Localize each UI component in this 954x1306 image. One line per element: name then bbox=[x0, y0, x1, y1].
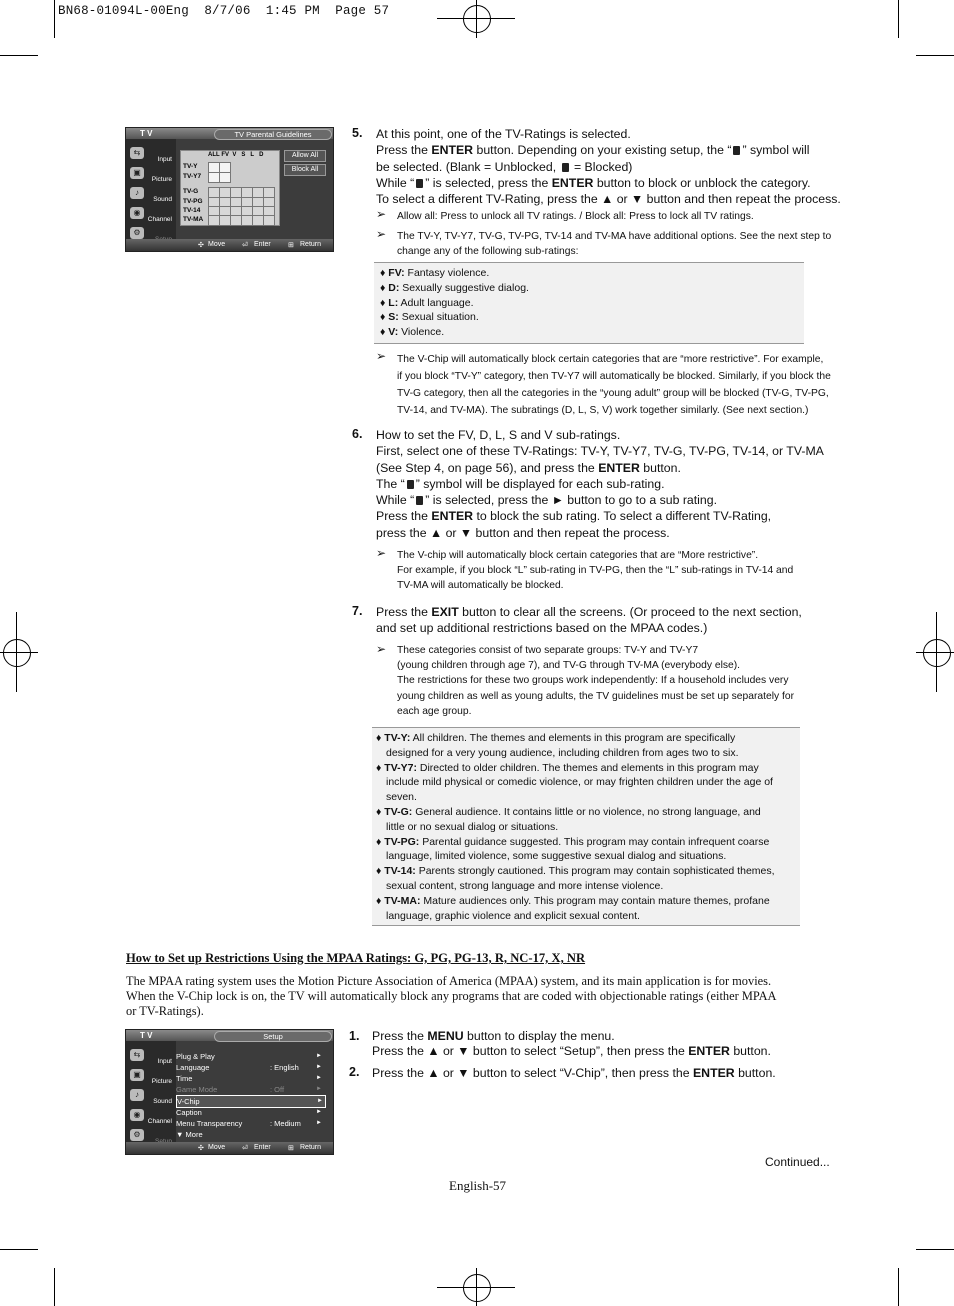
osd-sidebar bbox=[126, 1041, 176, 1142]
osd-bottom-bar: ✣ Move ⏎ Enter ⊞ Return bbox=[126, 1142, 333, 1154]
menu-item-more[interactable]: ▼ More bbox=[176, 1130, 203, 1139]
note-arrow-icon: ➢ bbox=[376, 546, 387, 560]
page-number: English-57 bbox=[449, 1178, 507, 1193]
menu-item-game-mode[interactable]: Game Mode : Off ► bbox=[176, 1085, 322, 1094]
move-icon: ✣ bbox=[198, 1145, 204, 1152]
lock-icon bbox=[416, 496, 423, 505]
picture-icon: ▣ bbox=[130, 167, 144, 179]
osd-side-sound[interactable]: ♪ Sound bbox=[128, 1087, 174, 1106]
rating-row-label: TV-PG bbox=[183, 198, 203, 205]
setup-icon: ⚙ bbox=[130, 1129, 144, 1141]
rating-grid-header: ALL FV V S L D bbox=[208, 152, 264, 158]
registration-mark-icon bbox=[463, 5, 491, 33]
step-number: 5. bbox=[352, 126, 363, 140]
osd-side-channel[interactable]: ◉ Channel bbox=[128, 205, 174, 224]
arrow-right-icon: ► bbox=[316, 1053, 322, 1059]
menu-item-caption[interactable]: Caption ► bbox=[176, 1108, 322, 1117]
sound-icon: ♪ bbox=[130, 1089, 144, 1101]
lock-icon bbox=[416, 179, 423, 188]
allow-all-button[interactable]: Allow All bbox=[284, 150, 326, 162]
return-icon: ⊞ bbox=[288, 242, 294, 249]
registration-line bbox=[476, 1268, 477, 1306]
channel-icon: ◉ bbox=[130, 207, 144, 219]
crop-mark bbox=[916, 55, 954, 56]
crop-mark bbox=[0, 55, 38, 56]
lock-icon bbox=[733, 146, 740, 155]
menu-item-v-chip[interactable]: V-Chip ► bbox=[176, 1095, 326, 1108]
move-icon: ✣ bbox=[198, 242, 204, 249]
sub-rating-box bbox=[374, 262, 804, 344]
menu-item-plug-play[interactable]: Plug & Play ► bbox=[176, 1052, 322, 1061]
osd-side-sound[interactable]: ♪ Sound bbox=[128, 185, 174, 204]
block-all-button[interactable]: Block All bbox=[284, 164, 326, 176]
mpaa-step-1-text: Press the MENU button to display the menu. Press the ▲ or ▼ button to select “Setup”, then press the ENTER button. bbox=[372, 1029, 771, 1058]
osd-parental-guidelines bbox=[125, 127, 334, 252]
crop-mark bbox=[898, 0, 899, 38]
crop-mark bbox=[916, 1249, 954, 1250]
input-icon: ⇆ bbox=[130, 147, 144, 159]
osd-side-channel[interactable]: ◉ Channel bbox=[128, 1107, 174, 1126]
channel-icon: ◉ bbox=[130, 1109, 144, 1121]
registration-mark-icon bbox=[463, 1274, 491, 1302]
step-number: 7. bbox=[352, 604, 363, 618]
step-number: 1. bbox=[349, 1029, 360, 1043]
rating-row-label: TV-MA bbox=[183, 216, 204, 223]
arrow-right-icon: ► bbox=[317, 1098, 323, 1104]
note-text: These categories consist of two separate groups: TV-Y and TV-Y7 (young children through age 7), and TV-G through TV-MA (everybody else). The restrictions for these two groups work independently: If a household includes very young children as well as young adults, the TV guidelines must be set up separately for each age group. bbox=[397, 645, 795, 717]
registration-line bbox=[0, 652, 38, 653]
crop-mark bbox=[0, 1249, 38, 1250]
step-number: 2. bbox=[349, 1065, 360, 1079]
rating-cell[interactable] bbox=[219, 172, 231, 183]
crop-mark bbox=[898, 1268, 899, 1306]
note-arrow-icon: ➢ bbox=[376, 642, 387, 656]
osd-tv-label: T V bbox=[140, 129, 153, 138]
print-header: BN68-01094L-00Eng 8/7/06 1:45 PM Page 57 bbox=[58, 4, 390, 18]
note-text: The V-chip will automatically block certain categories that are “More restrictive”. For example, if you block “L” sub-rating in TV-PG, then the “L” sub-ratings in TV-14 and TV-MA will automatically be blocked. bbox=[397, 550, 794, 592]
registration-line bbox=[916, 652, 954, 653]
registration-mark-icon bbox=[3, 639, 31, 667]
section-paragraph: The MPAA rating system uses the Motion Picture Association of America (MPAA) system, and its main application is for movies. When the V-Chip lock is on, the TV will automatically block any programs that are coded with objectionable ratings (either MPAA or TV-Ratings). bbox=[126, 974, 777, 1018]
rating-cell[interactable] bbox=[263, 215, 275, 226]
osd-title: TV Parental Guidelines bbox=[214, 129, 332, 140]
rating-row-label: TV-14 bbox=[183, 207, 201, 214]
enter-icon: ⏎ bbox=[242, 1145, 248, 1152]
menu-item-time[interactable]: Time ► bbox=[176, 1074, 322, 1083]
arrow-right-icon: ► bbox=[316, 1086, 322, 1092]
arrow-right-icon: ► bbox=[316, 1120, 322, 1126]
step-number: 6. bbox=[352, 427, 363, 441]
note-text: The TV-Y, TV-Y7, TV-G, TV-PG, TV-14 and TV-MA have additional options. See the next step to change any of the following sub-ratings: bbox=[397, 231, 832, 258]
osd-sidebar bbox=[126, 139, 176, 239]
step-6-text: How to set the FV, D, L, S and V sub-ratings. First, select one of these TV-Ratings: TV-Y, TV-Y7, TV-G, TV-PG, TV-14, or TV-MA (See Step 4, on page 56), and press the ENTER button. The “ ” symbol will be displayed for each sub-rating. While “ ” is selected, press the ► button to go to a sub rating. Press the ENTER to block the sub rating. To select a different TV-Rating, press the ▲ or ▼ button and then repeat the process. bbox=[376, 428, 824, 540]
osd-tv-label: T V bbox=[140, 1031, 153, 1040]
picture-icon: ▣ bbox=[130, 1069, 144, 1081]
return-icon: ⊞ bbox=[288, 1145, 294, 1152]
rating-definitions-list: ♦ TV-Y: All children. The themes and elements in this program are specifically designed for a very young audience, including children from ages two to six. ♦ TV-Y7: Directed to older children. The themes and elements in this program may include mild physical or comedic violence, or may frighten children under the age of seven. ♦ TV-G: General audience. It contains little or no violence, no strong language, and little or no sexual dialog or situations. ♦ TV-PG: Parental guidance suggested. This program may contain infrequent coarse language, limited violence, some suggestive sexual dialog and situations. ♦ TV-14: Parents strongly cautioned. This program may contain sophisticated themes, sexual content, strong language and more intense violence. ♦ TV-MA: Mature audiences only. This program may contain mature themes, profane language, graphic violence and explicit sexual content. bbox=[376, 732, 775, 922]
crop-mark bbox=[54, 1268, 55, 1306]
step-5-text: At this point, one of the TV-Ratings is selected. Press the ENTER button. Depending on your existing setup, the “ ” symbol will be selected. (Blank = Unblocked, = Blocked) While “ ” is selected, press the ENTER button to block or unblock the category. To select a different TV-Rating, press the ▲ or ▼ button and then repeat the process. bbox=[376, 127, 841, 207]
enter-icon: ⏎ bbox=[242, 242, 248, 249]
note-arrow-icon: ➢ bbox=[376, 207, 387, 221]
sound-icon: ♪ bbox=[130, 187, 144, 199]
section-heading: How to Set up Restrictions Using the MPAA Ratings: G, PG, PG-13, R, NC-17, X, NR bbox=[126, 951, 586, 965]
step-7-text: Press the EXIT button to clear all the screens. (Or proceed to the next section, and set up additional restrictions based on the MPAA codes.) bbox=[376, 605, 802, 636]
menu-item-menu-transparency[interactable]: Menu Transparency : Medium ► bbox=[176, 1119, 322, 1128]
menu-item-language[interactable]: Language : English ► bbox=[176, 1063, 322, 1072]
osd-side-input[interactable]: ⇆ Input bbox=[128, 1047, 174, 1066]
rating-row-label: TV-Y7 bbox=[183, 173, 202, 180]
lock-icon bbox=[562, 163, 569, 172]
osd-side-picture[interactable]: ▣ Picture bbox=[128, 165, 174, 184]
rating-row-label: TV-Y bbox=[183, 163, 198, 170]
rating-row-label: TV-G bbox=[183, 188, 199, 195]
osd-side-picture[interactable]: ▣ Picture bbox=[128, 1067, 174, 1086]
sub-rating-list: ♦ FV: Fantasy violence. ♦ D: Sexually suggestive dialog. ♦ L: Adult language. ♦ S: Sexual situation. ♦ V: Violence. bbox=[380, 267, 529, 339]
note-text: The V-Chip will automatically block certain categories that are “more restrictive”. For example, if you block “TV-Y” category, then TV-Y7 will automatically be blocked. Similarly, if you block the TV-G category, then all the categories in the “young adult” group will be blocked (TV-G, TV-PG, TV-14, and TV-MA). The subratings (D, L, S, V) work together similarly. (See next section.) bbox=[397, 354, 831, 416]
arrow-right-icon: ► bbox=[316, 1109, 322, 1115]
rating-definitions-box bbox=[372, 727, 800, 926]
chevron-down-icon: ▼ bbox=[176, 1130, 184, 1139]
crop-mark bbox=[54, 0, 55, 38]
arrow-right-icon: ► bbox=[316, 1075, 322, 1081]
continued-label: Continued... bbox=[765, 1155, 830, 1169]
registration-mark-icon bbox=[923, 639, 951, 667]
registration-line bbox=[476, 0, 477, 38]
osd-bottom-bar: ✣ Move ⏎ Enter ⊞ Return bbox=[126, 239, 333, 251]
lock-icon bbox=[407, 480, 414, 489]
note-text: Allow all: Press to unlock all TV ratings. / Block all: Press to lock all TV ratings. bbox=[397, 211, 754, 222]
note-arrow-icon: ➢ bbox=[376, 349, 387, 363]
osd-setup-menu bbox=[125, 1029, 334, 1155]
input-icon: ⇆ bbox=[130, 1049, 144, 1061]
arrow-right-icon: ► bbox=[316, 1064, 322, 1070]
note-arrow-icon: ➢ bbox=[376, 227, 387, 241]
rating-grid bbox=[180, 150, 280, 226]
setup-icon: ⚙ bbox=[130, 227, 144, 239]
mpaa-step-2-text: Press the ▲ or ▼ button to select “V-Chip”, then press the ENTER button. bbox=[372, 1066, 776, 1080]
osd-title: Setup bbox=[214, 1031, 332, 1042]
osd-side-input[interactable]: ⇆ Input bbox=[128, 145, 174, 164]
